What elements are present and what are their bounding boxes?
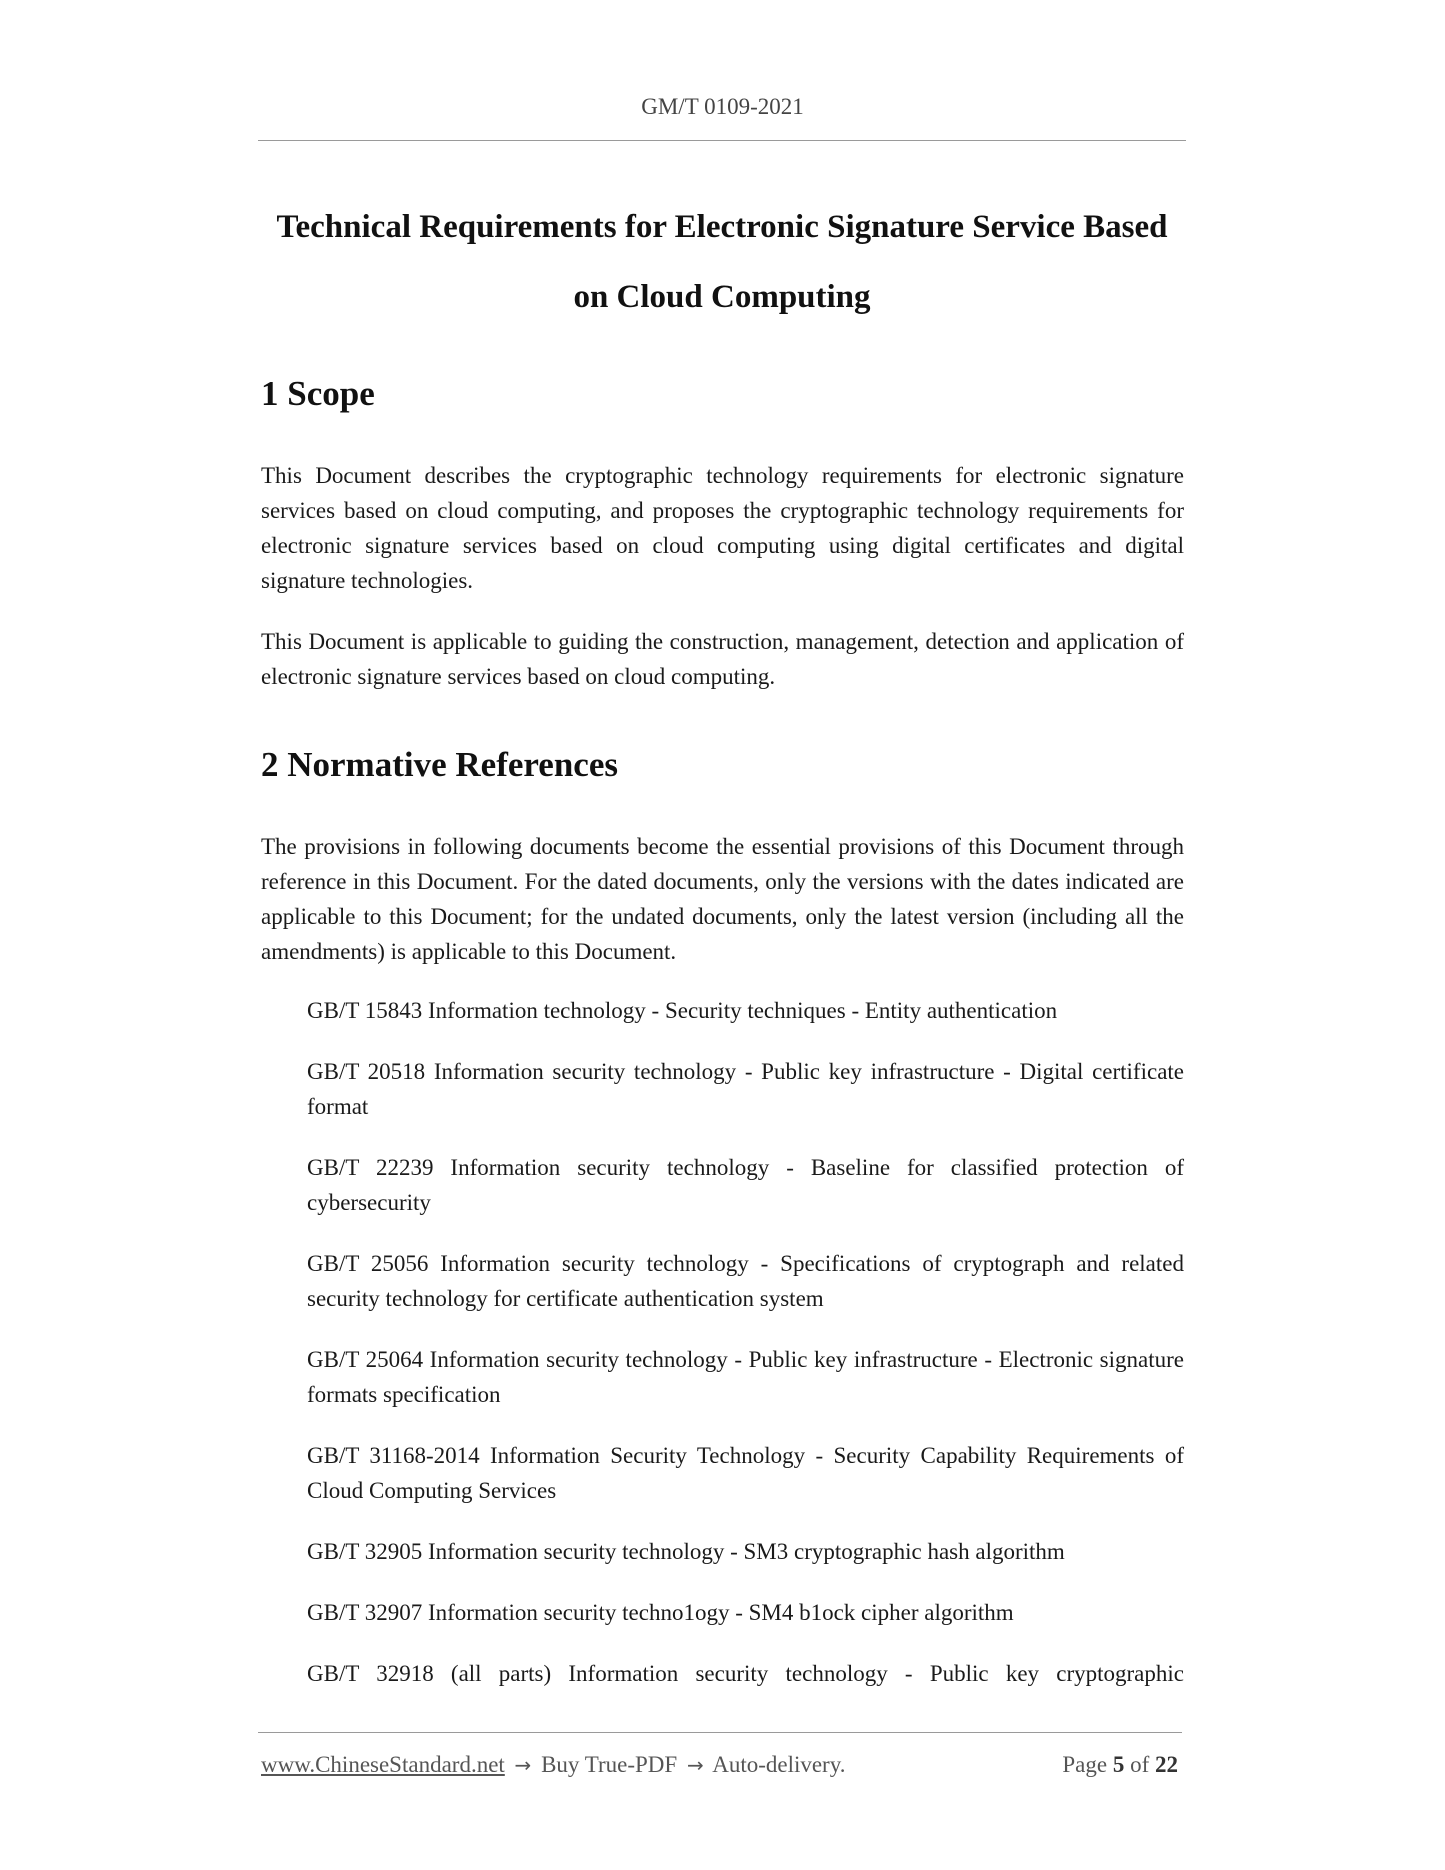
reference-item: GB/T 15843 Information technology - Security techniques - Entity authentication <box>307 998 1058 1023</box>
title-line-1: Technical Requirements for Electronic Signature Service Based <box>276 209 1168 245</box>
page-total: 22 <box>1155 1752 1178 1777</box>
arrow-right-icon: → <box>686 1753 704 1777</box>
header-divider <box>258 140 1186 141</box>
website-link[interactable]: www.ChineseStandard.net <box>261 1752 505 1777</box>
reference-list <box>307 993 1184 1717</box>
scope-paragraph: This Document describes the cryptographic technology requirements for electronic signature services based on cloud computing, and proposes the cryptographic technology requirements for electronic signature services based on cloud computing using digital certificates and digital signature technologies. <box>261 463 1184 593</box>
section-references-body <box>261 829 1184 995</box>
page-number <box>1062 1752 1178 1778</box>
footer-divider <box>258 1732 1182 1733</box>
reference-item: GB/T 20518 Information security technology - Public key infrastructure - Digital certificate format <box>307 1059 1184 1119</box>
section-heading-normative-references: 2 Normative References <box>261 745 618 784</box>
reference-item: GB/T 32918 (all parts) Information security technology - Public key cryptographic <box>307 1661 1184 1686</box>
reference-item: GB/T 22239 Information security technology - Baseline for classified protection of cybersecurity <box>307 1155 1184 1215</box>
page-footer <box>261 1752 1178 1778</box>
page-of: of <box>1130 1752 1150 1777</box>
running-header: GM/T 0109-2021 <box>641 94 804 119</box>
scope-paragraph: This Document is applicable to guiding the construction, management, detection and application of electronic signature services based on cloud computing. <box>261 629 1184 689</box>
document-title <box>258 192 1186 332</box>
footer-delivery-text: Auto-delivery. <box>712 1752 846 1777</box>
arrow-right-icon: → <box>514 1753 532 1777</box>
reference-item: GB/T 25064 Information security technology - Public key infrastructure - Electronic signature formats specification <box>307 1347 1184 1407</box>
reference-item: GB/T 32907 Information security techno1ogy - SM4 b1ock cipher algorithm <box>307 1600 1014 1625</box>
footer-buy-text: Buy True-PDF <box>541 1752 678 1777</box>
title-line-2: on Cloud Computing <box>573 279 871 315</box>
reference-item: GB/T 31168-2014 Information Security Technology - Security Capability Requirements of Cloud Computing Services <box>307 1443 1184 1503</box>
page-label: Page <box>1062 1752 1108 1777</box>
reference-item: GB/T 25056 Information security technology - Specifications of cryptograph and related security technology for certificate authentication system <box>307 1251 1184 1311</box>
reference-item: GB/T 32905 Information security technology - SM3 cryptographic hash algorithm <box>307 1539 1065 1564</box>
section-heading-scope: 1 Scope <box>261 374 375 413</box>
section-scope-body <box>261 458 1184 720</box>
references-intro: The provisions in following documents become the essential provisions of this Document through reference in this Document. For the dated documents, only the versions with the dates indicated are applicable to this Document; for the undated documents, only the latest version (including all the amendments) is applicable to this Document. <box>261 834 1184 964</box>
page-current: 5 <box>1112 1752 1125 1777</box>
